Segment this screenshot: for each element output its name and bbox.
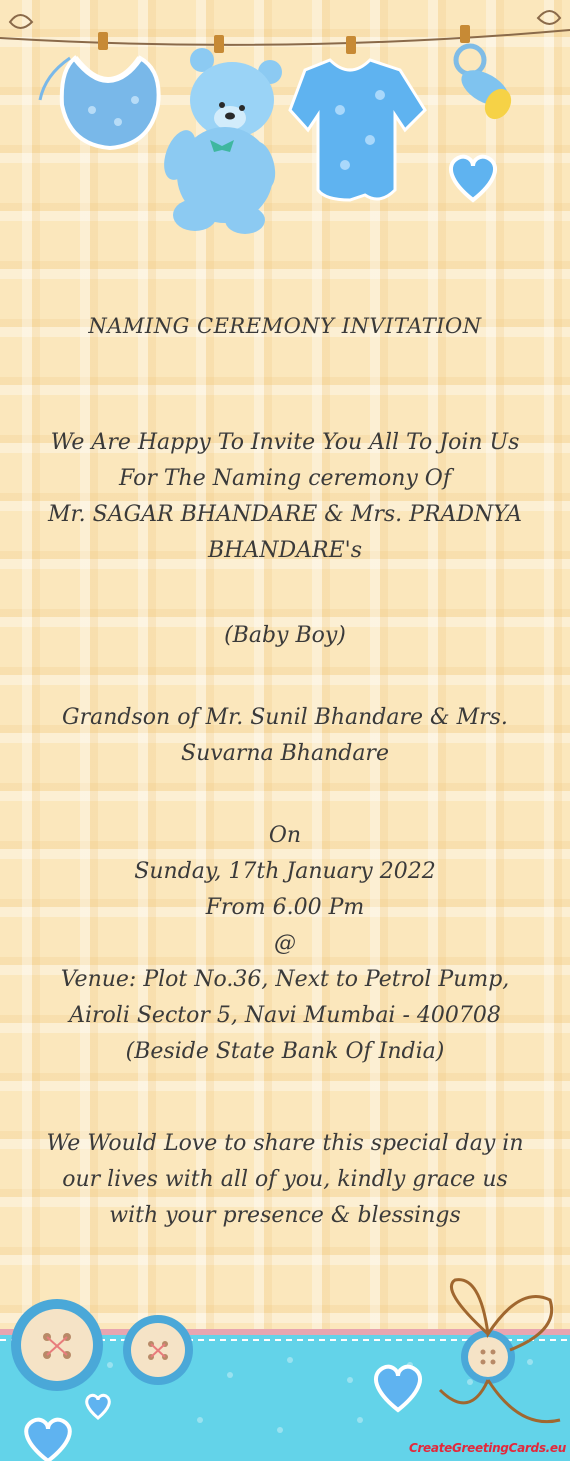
brand-logo-text: CreateGreetingCards.eu	[408, 1441, 566, 1455]
intro-line: Mr. SAGAR BHANDARE & Mrs. PRADNYA	[48, 502, 522, 527]
event-details	[20, 818, 550, 1070]
baby-text: (Baby Boy)	[224, 623, 346, 648]
grandson-line: Suvarna Bhandare	[181, 741, 389, 766]
footer-illustration	[0, 1270, 570, 1461]
details-line: @	[274, 931, 296, 956]
intro-line: For The Naming ceremony Of	[119, 466, 451, 491]
closing-line: with your presence & blessings	[109, 1203, 461, 1228]
header-illustration	[0, 0, 570, 260]
button-icon	[461, 1330, 515, 1384]
intro-line: BHANDARE's	[208, 538, 362, 563]
details-line: On	[268, 823, 302, 848]
details-line: Airoli Sector 5, Navi Mumbai - 400708	[69, 1003, 501, 1028]
details-line: Venue: Plot No.36, Next to Petrol Pump,	[60, 967, 510, 992]
intro-line: We Are Happy To Invite You All To Join Us	[50, 430, 520, 455]
invitation-title	[20, 308, 550, 344]
clothesline	[0, 30, 570, 45]
teddy-bear-icon	[158, 35, 282, 234]
button-icon	[123, 1315, 193, 1385]
baby-label	[20, 618, 550, 654]
grandson-line: Grandson of Mr. Sunil Bhandare & Mrs.	[62, 705, 508, 730]
invitation-intro	[20, 425, 550, 569]
details-line: (Beside State Bank Of India)	[125, 1039, 445, 1064]
brand-logo[interactable]	[409, 1441, 566, 1455]
button-icon	[11, 1299, 103, 1391]
closing-message	[20, 1126, 550, 1234]
title-text: NAMING CEREMONY INVITATION	[88, 314, 482, 338]
details-line: Sunday, 17th January 2022	[134, 859, 436, 884]
bib-icon	[40, 32, 159, 148]
closing-line: our lives with all of you, kindly grace us	[62, 1167, 508, 1192]
heart-icon	[451, 157, 495, 200]
details-line: From 6.00 Pm	[205, 895, 365, 920]
pacifier-icon	[455, 25, 516, 124]
grandson-text	[20, 700, 550, 772]
closing-line: We Would Love to share this special day in	[46, 1131, 524, 1156]
onesie-icon	[290, 36, 425, 200]
